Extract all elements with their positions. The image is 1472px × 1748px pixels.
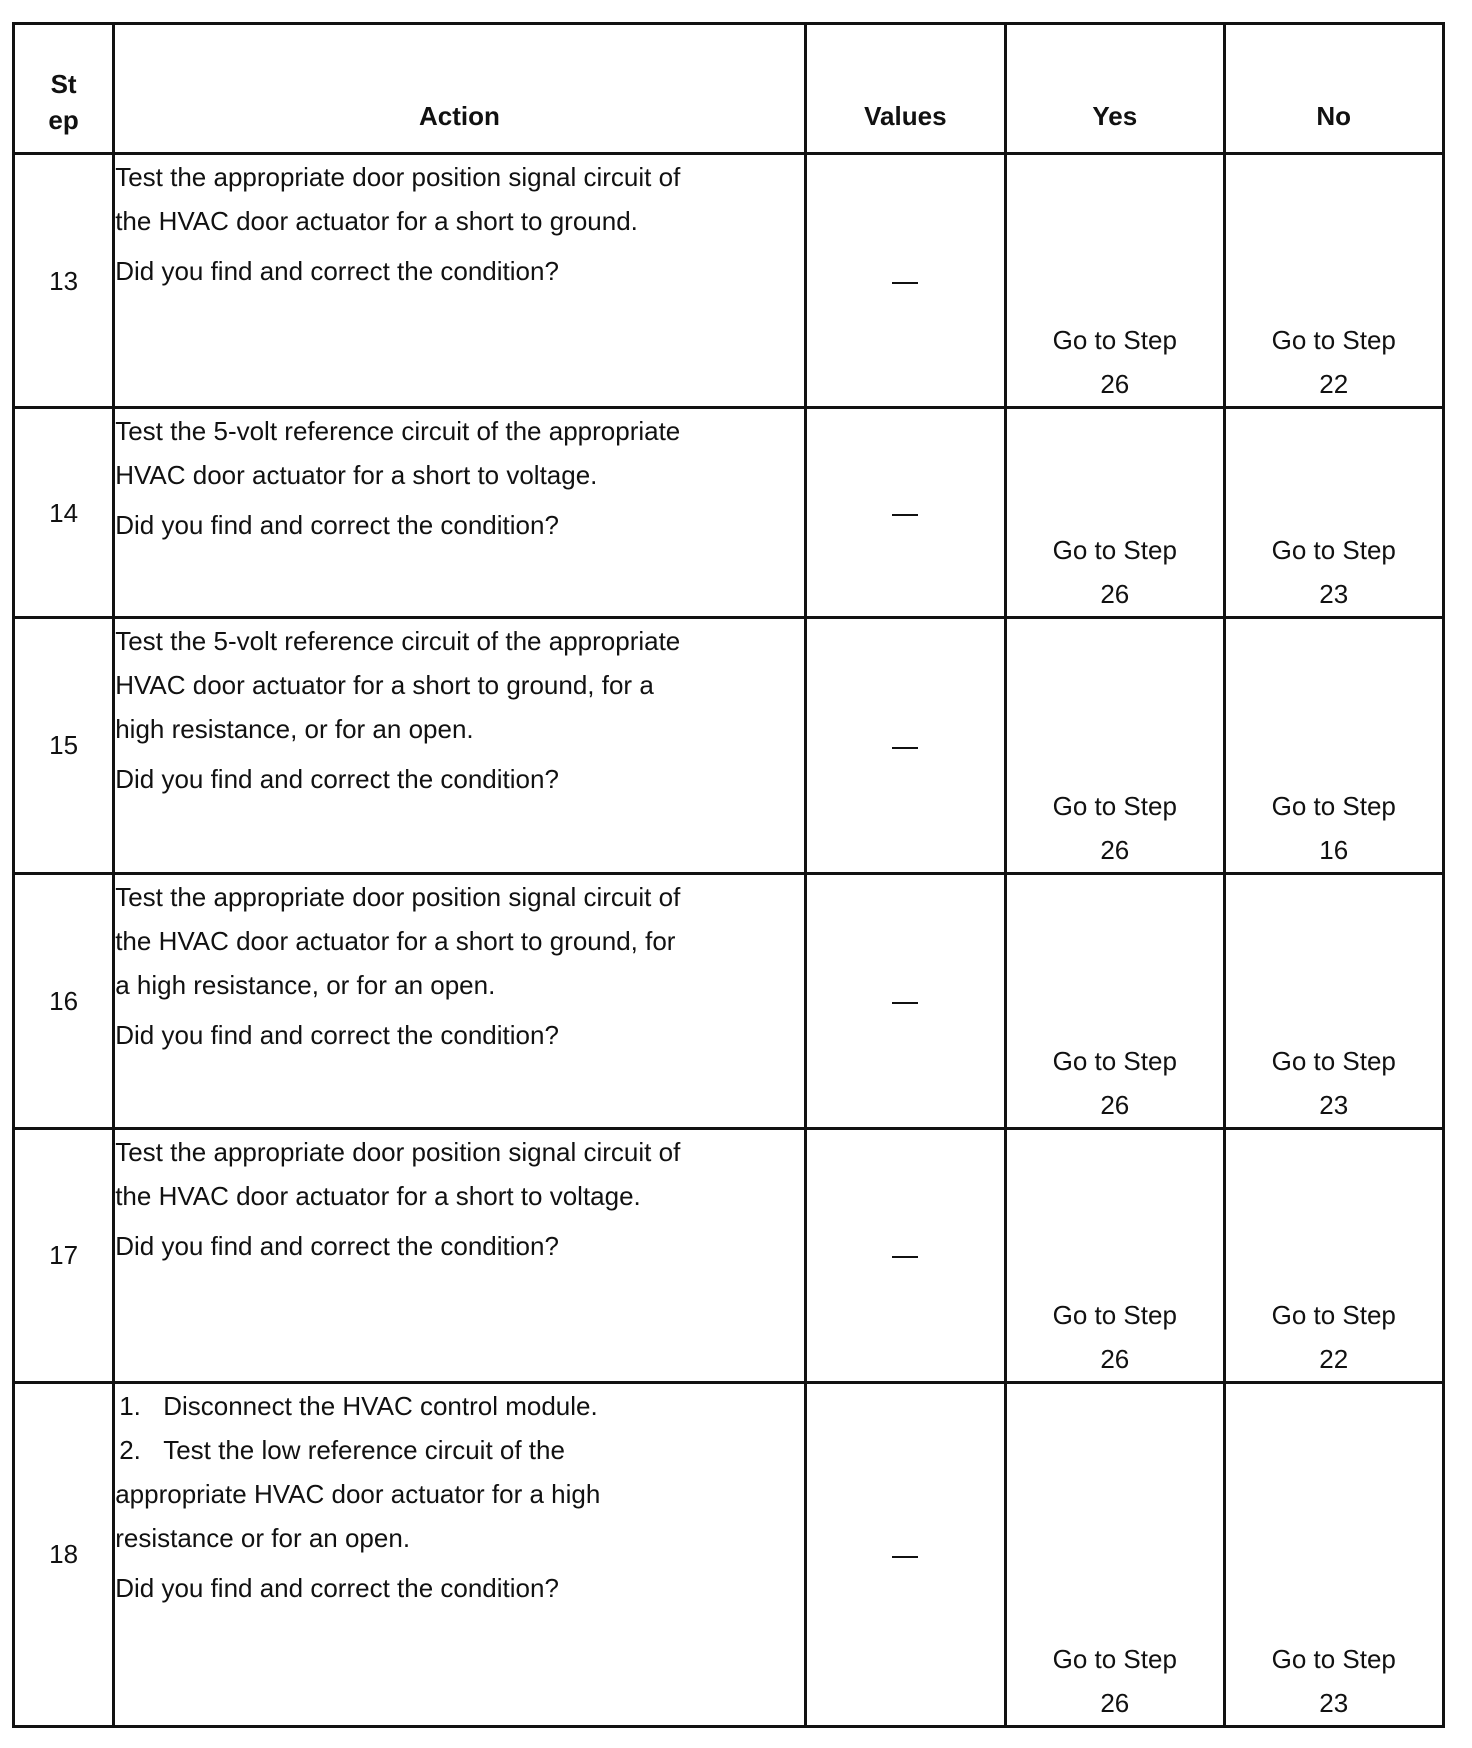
action-cell	[114, 154, 805, 408]
yes-text: Go to Step	[1052, 535, 1177, 566]
no-text: Go to Step	[1271, 1644, 1396, 1674]
yes-cell	[1006, 618, 1224, 873]
action-line: a high resistance, or for an open.	[115, 969, 496, 1000]
header-yes: Yes	[1006, 24, 1224, 154]
action-line: appropriate HVAC door actuator for a high	[115, 1478, 601, 1509]
yes-cell	[1006, 1382, 1224, 1726]
values-cell	[805, 154, 1005, 408]
action-line: Test the 5-volt reference circuit of the appropriate	[115, 626, 681, 657]
no-cell	[1224, 408, 1444, 618]
values-dash	[892, 747, 918, 749]
action-line: high resistance, or for an open.	[115, 714, 474, 745]
yes-text: 26	[1100, 1343, 1130, 1374]
values-dash	[892, 1256, 918, 1258]
action-line: Test the appropriate door position signal circuit of	[115, 881, 681, 912]
no-text: 22	[1319, 369, 1349, 400]
item-number: 1.	[119, 1390, 141, 1421]
values-cell	[805, 873, 1005, 1128]
action-cell	[114, 873, 805, 1128]
numbered-item	[115, 1428, 803, 1472]
values-dash	[892, 514, 918, 516]
yes-text: Go to Step	[1052, 1045, 1177, 1076]
action-question: Did you find and correct the condition?	[115, 1019, 559, 1050]
no-cell	[1224, 1382, 1444, 1726]
action-cell	[114, 1382, 805, 1726]
header-step	[14, 24, 114, 154]
action-line: HVAC door actuator for a short to ground, for a	[115, 670, 654, 701]
no-cell	[1224, 1128, 1444, 1382]
header-values: Values	[805, 24, 1005, 154]
table-row	[14, 154, 1444, 408]
diagnostic-table	[12, 22, 1445, 1728]
table-row	[14, 873, 1444, 1128]
values-dash	[892, 1002, 918, 1004]
yes-text: 26	[1100, 579, 1130, 610]
no-text: Go to Step	[1271, 790, 1396, 821]
action-line: Test the appropriate door position signal circuit of	[115, 162, 681, 192]
no-text: 23	[1319, 1688, 1349, 1718]
action-cell	[114, 1128, 805, 1382]
table-row	[14, 408, 1444, 618]
action-line: Test the 5-volt reference circuit of the appropriate	[115, 416, 681, 447]
yes-text: 26	[1100, 834, 1130, 865]
no-text: Go to Step	[1271, 1045, 1396, 1076]
header-step-part: ep	[48, 105, 79, 135]
numbered-item	[115, 1384, 803, 1428]
action-line: HVAC door actuator for a short to voltage.	[115, 460, 598, 491]
action-question: Did you find and correct the condition?	[115, 1230, 559, 1261]
action-line: resistance or for an open.	[115, 1522, 411, 1553]
item-text: Test the low reference circuit of the	[163, 1434, 565, 1465]
values-cell	[805, 408, 1005, 618]
action-cell	[114, 618, 805, 873]
yes-text: 26	[1100, 1688, 1130, 1718]
yes-text: Go to Step	[1052, 1644, 1177, 1674]
table-row	[14, 1128, 1444, 1382]
header-action: Action	[114, 24, 805, 154]
action-cell	[114, 408, 805, 618]
yes-text: 26	[1100, 369, 1130, 400]
header-no: No	[1224, 24, 1444, 154]
no-text: Go to Step	[1271, 1299, 1396, 1330]
action-line: the HVAC door actuator for a short to voltage.	[115, 1180, 641, 1211]
step-number: 14	[14, 408, 114, 618]
header-step-part: St	[50, 69, 77, 99]
header-row	[14, 24, 1444, 154]
action-question: Did you find and correct the condition?	[115, 764, 559, 795]
yes-text: Go to Step	[1052, 1299, 1177, 1330]
values-cell	[805, 1128, 1005, 1382]
item-text: Disconnect the HVAC control module.	[163, 1390, 598, 1421]
values-cell	[805, 1382, 1005, 1726]
no-cell	[1224, 154, 1444, 408]
action-question: Did you find and correct the condition?	[115, 256, 559, 286]
yes-cell	[1006, 408, 1224, 618]
step-number: 15	[14, 618, 114, 873]
yes-cell	[1006, 1128, 1224, 1382]
no-text: 23	[1319, 579, 1349, 610]
values-dash	[892, 282, 918, 284]
action-question: Did you find and correct the condition?	[115, 510, 559, 541]
item-number: 2.	[119, 1434, 141, 1465]
values-cell	[805, 618, 1005, 873]
step-number: 16	[14, 873, 114, 1128]
yes-cell	[1006, 873, 1224, 1128]
step-number: 17	[14, 1128, 114, 1382]
step-number: 18	[14, 1382, 114, 1726]
yes-cell	[1006, 154, 1224, 408]
no-cell	[1224, 618, 1444, 873]
action-line: the HVAC door actuator for a short to ground.	[115, 206, 638, 236]
no-text: 16	[1319, 834, 1349, 865]
action-question: Did you find and correct the condition?	[115, 1572, 559, 1603]
yes-text: Go to Step	[1052, 325, 1177, 356]
step-number: 13	[14, 154, 114, 408]
no-text: Go to Step	[1271, 325, 1396, 356]
table-row	[14, 1382, 1444, 1726]
table-row	[14, 618, 1444, 873]
yes-text: Go to Step	[1052, 790, 1177, 821]
action-line: the HVAC door actuator for a short to ground, for	[115, 925, 676, 956]
no-text: 22	[1319, 1343, 1349, 1374]
no-cell	[1224, 873, 1444, 1128]
action-line: Test the appropriate door position signal circuit of	[115, 1136, 681, 1167]
yes-text: 26	[1100, 1089, 1130, 1120]
values-dash	[892, 1556, 918, 1558]
no-text: Go to Step	[1271, 535, 1396, 566]
no-text: 23	[1319, 1089, 1349, 1120]
